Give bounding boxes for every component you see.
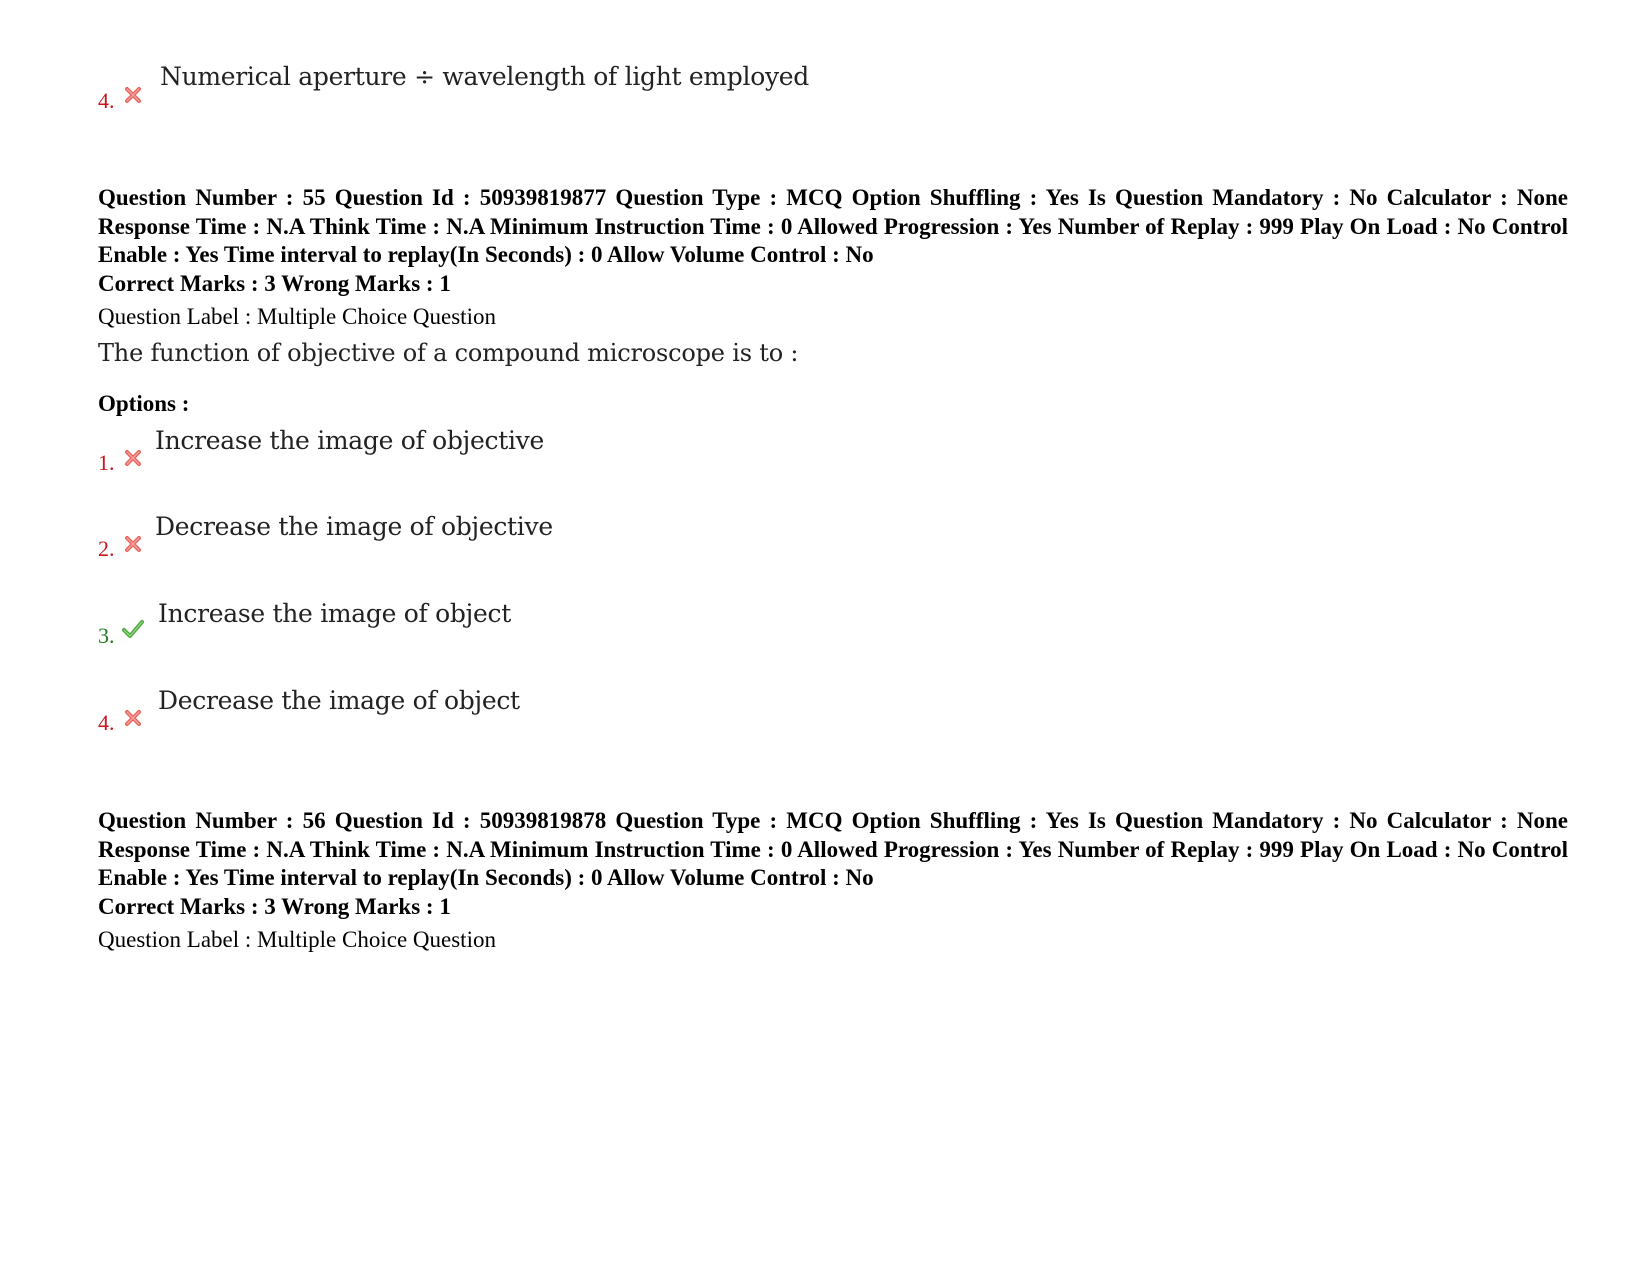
question-56-marks: Correct Marks : 3 Wrong Marks : 1 [98, 894, 451, 919]
question-56-label: Question Label : Multiple Choice Question [98, 927, 496, 952]
option-text: Numerical aperture ÷ wavelength of light employed [160, 62, 809, 91]
q55-option-2 [98, 512, 998, 572]
cross-icon [124, 709, 142, 727]
question-55-text: The function of objective of a compound microscope is to : [98, 339, 799, 367]
option-text: Decrease the image of objective [155, 512, 553, 541]
option-text: Decrease the image of object [158, 686, 520, 715]
option-number: 3. [98, 623, 115, 648]
prev-option-4 [98, 62, 998, 122]
options-heading: Options : [98, 391, 190, 416]
option-number: 1. [98, 450, 115, 475]
option-number: 4. [98, 88, 115, 113]
question-55-label: Question Label : Multiple Choice Question [98, 304, 496, 329]
question-55-marks: Correct Marks : 3 Wrong Marks : 1 [98, 271, 451, 296]
option-text: Increase the image of objective [155, 426, 544, 455]
question-56-meta: Question Number : 56 Question Id : 50939819878 Question Type : MCQ Option Shuffling : Yes Is Question Mandatory : No Calculator : None Response Time : N.A Think Time : N.A Minimum Instruction Time : 0 Allowed Progression : Yes Number of Replay : 999 Play On Load : No Control Enable : Yes Time interval to replay(In Seconds) : 0 Allow Volume Control : No [98, 808, 1568, 890]
q55-option-4 [98, 686, 998, 746]
option-text: Increase the image of object [158, 599, 511, 628]
cross-icon [124, 86, 142, 104]
check-icon [122, 619, 144, 639]
question-55-meta: Question Number : 55 Question Id : 50939819877 Question Type : MCQ Option Shuffling : Yes Is Question Mandatory : No Calculator : None Response Time : N.A Think Time : N.A Minimum Instruction Time : 0 Allowed Progression : Yes Number of Replay : 999 Play On Load : No Control Enable : Yes Time interval to replay(In Seconds) : 0 Allow Volume Control : No [98, 185, 1568, 267]
option-number: 2. [98, 536, 115, 561]
cross-icon [124, 535, 142, 553]
option-number: 4. [98, 710, 115, 735]
cross-icon [124, 449, 142, 467]
q55-option-3 [98, 599, 998, 659]
q55-option-1 [98, 426, 998, 486]
